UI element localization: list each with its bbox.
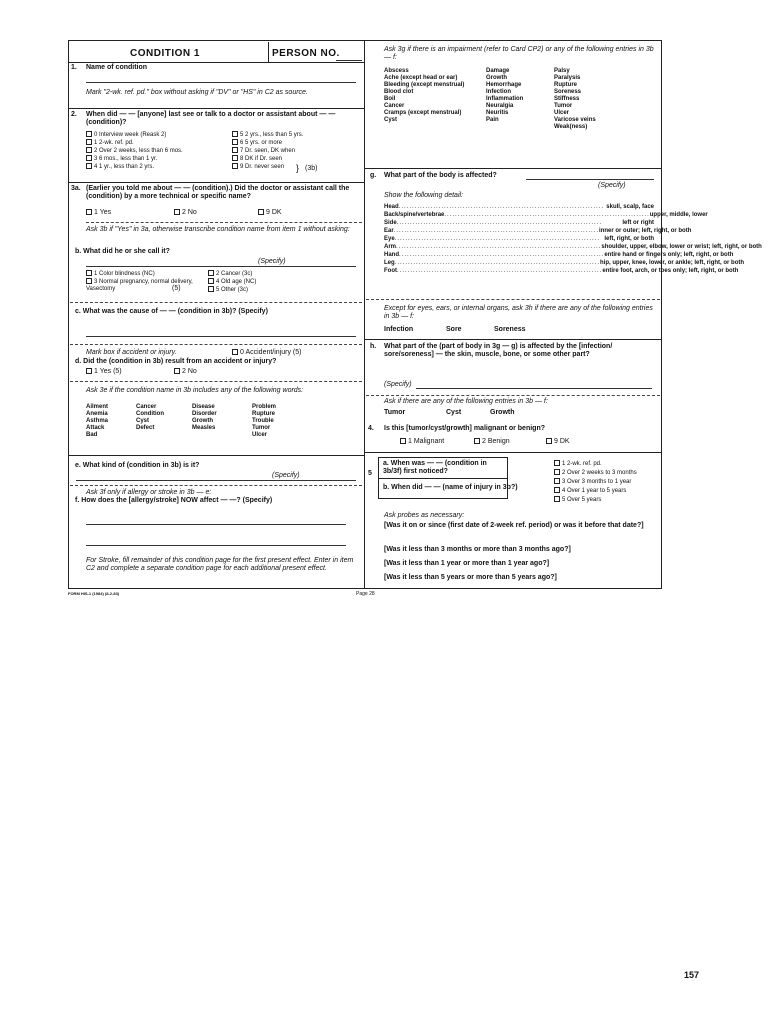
checkbox[interactable]: [208, 286, 214, 292]
note-3b: Ask 3b if "Yes" in 3a, otherwise transcribe condition name from item 1 without asking:: [86, 226, 350, 233]
q5-option[interactable]: 4 Over 1 year to 5 years: [554, 487, 637, 496]
header-rule: [68, 62, 364, 63]
q2-option[interactable]: 1 2-wk. ref. pd.: [86, 139, 183, 147]
q3f-answer-line-2[interactable]: [86, 545, 346, 546]
checkbox[interactable]: [86, 270, 92, 276]
checkbox[interactable]: [232, 349, 238, 355]
q3b-specify: (Specify): [258, 258, 286, 265]
q3b-option[interactable]: 5 Other (3c): [208, 286, 256, 294]
words-3g-col1: Abscess Ache (except head or ear) Bleeding (except menstrual) Blood clot Boil Cancer Cramps (except menstrual) Cyst: [384, 68, 465, 123]
q2-option[interactable]: 4 1 yr., less than 2 yrs.: [86, 163, 183, 171]
words-3h-2: Sore: [446, 326, 462, 333]
q3c-answer-line[interactable]: [86, 336, 356, 337]
rule-q3e: [68, 455, 364, 456]
dash-rule: [366, 395, 660, 396]
body-part-row: Back/spine/vertebrae ............................................................................. upper, middle, lower: [384, 212, 708, 218]
checkbox[interactable]: [474, 438, 480, 444]
q5-option[interactable]: 1 2-wk. ref. pd.: [554, 460, 637, 469]
words-3e-col4: Problem Rupture Trouble Tumor Ulcer: [252, 404, 277, 438]
rule-q3g: [364, 168, 662, 169]
body-parts-list: [384, 203, 762, 275]
q3b-label: b. What did he or she call it?: [75, 248, 170, 255]
checkbox[interactable]: [554, 478, 560, 484]
q3a-label: (Earlier you told me about — — (condition).) Did the doctor or assistant call the (condition) by a more technical or specific name?: [86, 185, 350, 200]
probe-4: [Was it less than 5 years or more than 5 years ago?]: [384, 574, 557, 581]
rule-q5: [364, 452, 662, 453]
q3g-label: What part of the body is affected?: [384, 172, 497, 179]
q3a-option-yes[interactable]: 1 Yes: [86, 209, 111, 217]
q5b-label: b. When did — — (name of injury in 3b?): [383, 484, 518, 491]
checkbox[interactable]: [554, 469, 560, 475]
words-3e-col2: Cancer Condition Cyst Defect: [136, 404, 164, 431]
q4-option-dk[interactable]: 9 DK: [546, 438, 570, 446]
q2-options-right: [232, 131, 303, 171]
q3g-answer-line[interactable]: [526, 179, 654, 180]
q2-option[interactable]: 5 2 yrs., less than 5 yrs.: [232, 131, 303, 139]
q3b-options-right: [208, 270, 256, 294]
q5-option[interactable]: 5 Over 5 years: [554, 496, 637, 505]
person-no-divider: [268, 42, 269, 62]
q1-answer-line[interactable]: [86, 82, 356, 83]
checkbox[interactable]: [232, 155, 238, 161]
q3b-option[interactable]: 2 Cancer (3c): [208, 270, 256, 278]
q2-option[interactable]: 7 Dr. seen, DK when: [232, 147, 303, 155]
body-part-row: Hand ............................................................................. entire hand or fingers only; left, right, or both: [384, 252, 734, 258]
words-4-1: Tumor: [384, 409, 406, 416]
q3h-number: h.: [370, 343, 377, 350]
checkbox[interactable]: [208, 278, 214, 284]
checkbox[interactable]: [232, 163, 238, 169]
body-part-row: Foot ............................................................................. entire foot, arch, or toes only; left, right, or both: [384, 268, 739, 274]
checkbox[interactable]: [86, 139, 92, 145]
q3b-answer-line[interactable]: [86, 266, 356, 267]
q2-number: 2.: [71, 111, 77, 118]
q5-option[interactable]: 2 Over 2 weeks to 3 months: [554, 469, 637, 478]
q3e-specify: (Specify): [272, 472, 300, 479]
note-detail: Show the following detail:: [384, 192, 463, 199]
checkbox[interactable]: [546, 438, 552, 444]
q5-options: [554, 460, 637, 505]
dash-rule: [86, 222, 362, 223]
words-3e-col1: Ailment Anemia Asthma Attack Bad: [86, 404, 109, 438]
q4-option-benign[interactable]: 2 Benign: [474, 438, 510, 446]
column-divider: [364, 40, 365, 589]
note-4: Ask if there are any of the following entries in 3b — f:: [384, 398, 548, 405]
note-3d: Mark box if accident or injury.: [86, 349, 177, 356]
checkbox[interactable]: [86, 131, 92, 137]
q3f-answer-line[interactable]: [86, 524, 346, 525]
q2-options-left: [86, 131, 183, 171]
q3e-label: e. What kind of (condition in 3b) is it?: [75, 462, 200, 469]
dash-rule: [70, 381, 362, 382]
checkbox[interactable]: [400, 438, 406, 444]
q3a-option-no[interactable]: 2 No: [174, 209, 197, 217]
checkbox[interactable]: [258, 209, 264, 215]
q2-option[interactable]: 6 5 yrs. or more: [232, 139, 303, 147]
q3f-label: f. How does the [allergy/stroke] NOW affect — —? (Specify): [75, 497, 273, 504]
checkbox[interactable]: [174, 209, 180, 215]
q4-option-malignant[interactable]: 1 Malignant: [400, 438, 444, 446]
checkbox[interactable]: [174, 368, 180, 374]
q2-option[interactable]: 2 Over 2 weeks, less than 6 mos.: [86, 147, 183, 155]
q4-number: 4.: [368, 425, 374, 432]
note-3e: Ask 3e if the condition name in 3b includes any of the following words:: [86, 387, 304, 394]
q3b-bracket: (5): [172, 285, 181, 292]
q5-option[interactable]: 3 Over 3 months to 1 year: [554, 478, 637, 487]
note-stroke: For Stroke, fill remainder of this condition page for the first present effect. Enter in item C2 and complete a separate condition page for each additional present effect.: [86, 557, 354, 572]
probe-1: [Was it on or since (first date of 2-week ref. period) or was it before that date?]: [384, 522, 644, 529]
q3b-option[interactable]: 1 Color blindness (NC): [86, 270, 196, 278]
words-3h-1: Infection: [384, 326, 414, 333]
q3g-specify: (Specify): [598, 182, 626, 189]
person-no-label: PERSON NO.: [272, 48, 340, 59]
checkbox[interactable]: [554, 487, 560, 493]
rule-q3a: [68, 182, 364, 183]
checkbox[interactable]: [554, 496, 560, 502]
body-part-row: Ear ............................................................................. inner or outer; left, right, or both: [384, 228, 692, 234]
checkbox[interactable]: [86, 209, 92, 215]
body-part-row: Arm ............................................................................. shoulder, upper, elbow, lower or wrist; left, right, or both: [384, 244, 762, 250]
q3h-label: What part of the (part of body in 3g — g) is affected by the [infection/ sore/soreness] — the skin, muscle, bone, or some other part?: [384, 343, 613, 358]
probe-3: [Was it less than 1 year or more than 1 year ago?]: [384, 560, 550, 567]
checkbox[interactable]: [232, 131, 238, 137]
dash-rule: [70, 302, 362, 303]
person-no-field[interactable]: [336, 60, 362, 61]
words-4-3: Growth: [490, 409, 515, 416]
q1-label: Name of condition: [86, 64, 148, 71]
note-3h: Except for eyes, ears, or internal organs, ask 3h if there are any of the following entries in 3b — f:: [384, 305, 653, 320]
q2-option[interactable]: 9 Dr. never seen: [232, 163, 303, 171]
probes-label: Ask probes as necessary:: [384, 512, 465, 519]
words-3g-col3: Palsy Paralysis Rupture Soreness Stiffness Tumor Ulcer Varicose veins Weak(ness): [554, 68, 596, 130]
q1-number: 1.: [71, 64, 77, 71]
body-part-row: Eye ............................................................................. left, right, or both: [384, 236, 654, 242]
q2-label: When did — — [anyone] last see or talk to a doctor or assistant about — — (condition)?: [86, 111, 336, 126]
words-3g-col2: Damage Growth Hemorrhage Infection Inflammation Neuralgia Neuritis Pain: [486, 68, 524, 123]
q3a-number: 3a.: [71, 185, 81, 192]
q5-box-divider: [378, 478, 507, 479]
rule-q3h: [364, 339, 662, 340]
checkbox[interactable]: [208, 270, 214, 276]
q5a-label: a. When was — — (condition in 3b/3f) first noticed?: [383, 460, 487, 475]
dash-rule: [70, 344, 362, 345]
q3b-option[interactable]: 4 Old age (NC): [208, 278, 256, 286]
q4-label: Is this [tumor/cyst/growth] malignant or benign?: [384, 425, 546, 432]
probe-2: [Was it less than 3 months or more than 3 months ago?]: [384, 546, 571, 553]
page-number: 157: [684, 970, 700, 980]
checkbox[interactable]: [86, 278, 92, 284]
q3h-specify: (Specify): [384, 381, 412, 388]
q3b-option[interactable]: 3 Normal pregnancy, normal delivery, Vasectomy: [86, 279, 193, 292]
q3d-label: d. Did the (condition in 3b) result from an accident or injury?: [75, 358, 277, 365]
note-3g: Ask 3g if there is an impairment (refer to Card CP2) or any of the following entries in 3b — f:: [384, 46, 654, 61]
words-3h-3: Soreness: [494, 326, 526, 333]
condition-title: CONDITION 1: [130, 48, 200, 59]
q3h-answer-line[interactable]: [416, 388, 652, 389]
q2-option[interactable]: 8 DK if Dr. seen: [232, 155, 303, 163]
q3g-number: g.: [370, 172, 377, 179]
q3d-accident-check[interactable]: 0 Accident/injury (5): [232, 349, 301, 357]
q2-option[interactable]: 0 Interview week (Reask 2): [86, 131, 183, 139]
q2-skip: (3b): [305, 165, 318, 172]
q3c-label: c. What was the cause of — — (condition in 3b)? (Specify): [75, 308, 268, 315]
q3e-answer-line[interactable]: [76, 480, 356, 481]
body-part-row: Leg ............................................................................. hip, upper, knee, lower, or ankle; left, right, or both: [384, 260, 745, 266]
checkbox[interactable]: [554, 460, 560, 466]
note-3f: Ask 3f only if allergy or stroke in 3b — e:: [86, 489, 212, 496]
form-number: FORM HIS-1 (1984) (8-2-83): [68, 591, 120, 596]
body-part-row: Side ............................................................................. left or right: [384, 220, 654, 226]
checkbox[interactable]: [86, 368, 92, 374]
words-3e-col3: Disease Disorder Growth Measles: [192, 404, 217, 431]
checkbox[interactable]: [86, 163, 92, 169]
page-label: Page 28: [356, 591, 375, 597]
q3a-option-dk[interactable]: 9 DK: [258, 209, 282, 217]
words-4-2: Cyst: [446, 409, 462, 416]
q2-option[interactable]: 3 6 mos., less than 1 yr.: [86, 155, 183, 163]
checkbox[interactable]: [86, 147, 92, 153]
rule-q2: [68, 108, 364, 109]
checkbox[interactable]: [86, 155, 92, 161]
dash-rule: [70, 485, 362, 486]
q5-number: 5: [368, 470, 372, 477]
body-part-row: Head ............................................................................. skull, scalp, face: [384, 204, 654, 210]
q3d-option-yes[interactable]: 1 Yes (5): [86, 368, 122, 376]
bracket-icon: }: [296, 163, 300, 173]
checkbox[interactable]: [232, 139, 238, 145]
q3d-option-no[interactable]: 2 No: [174, 368, 197, 376]
checkbox[interactable]: [232, 147, 238, 153]
note-mark: Mark "2-wk. ref. pd." box without asking if "DV" or "HS" in C2 as source.: [86, 89, 308, 96]
dash-rule: [366, 299, 660, 300]
